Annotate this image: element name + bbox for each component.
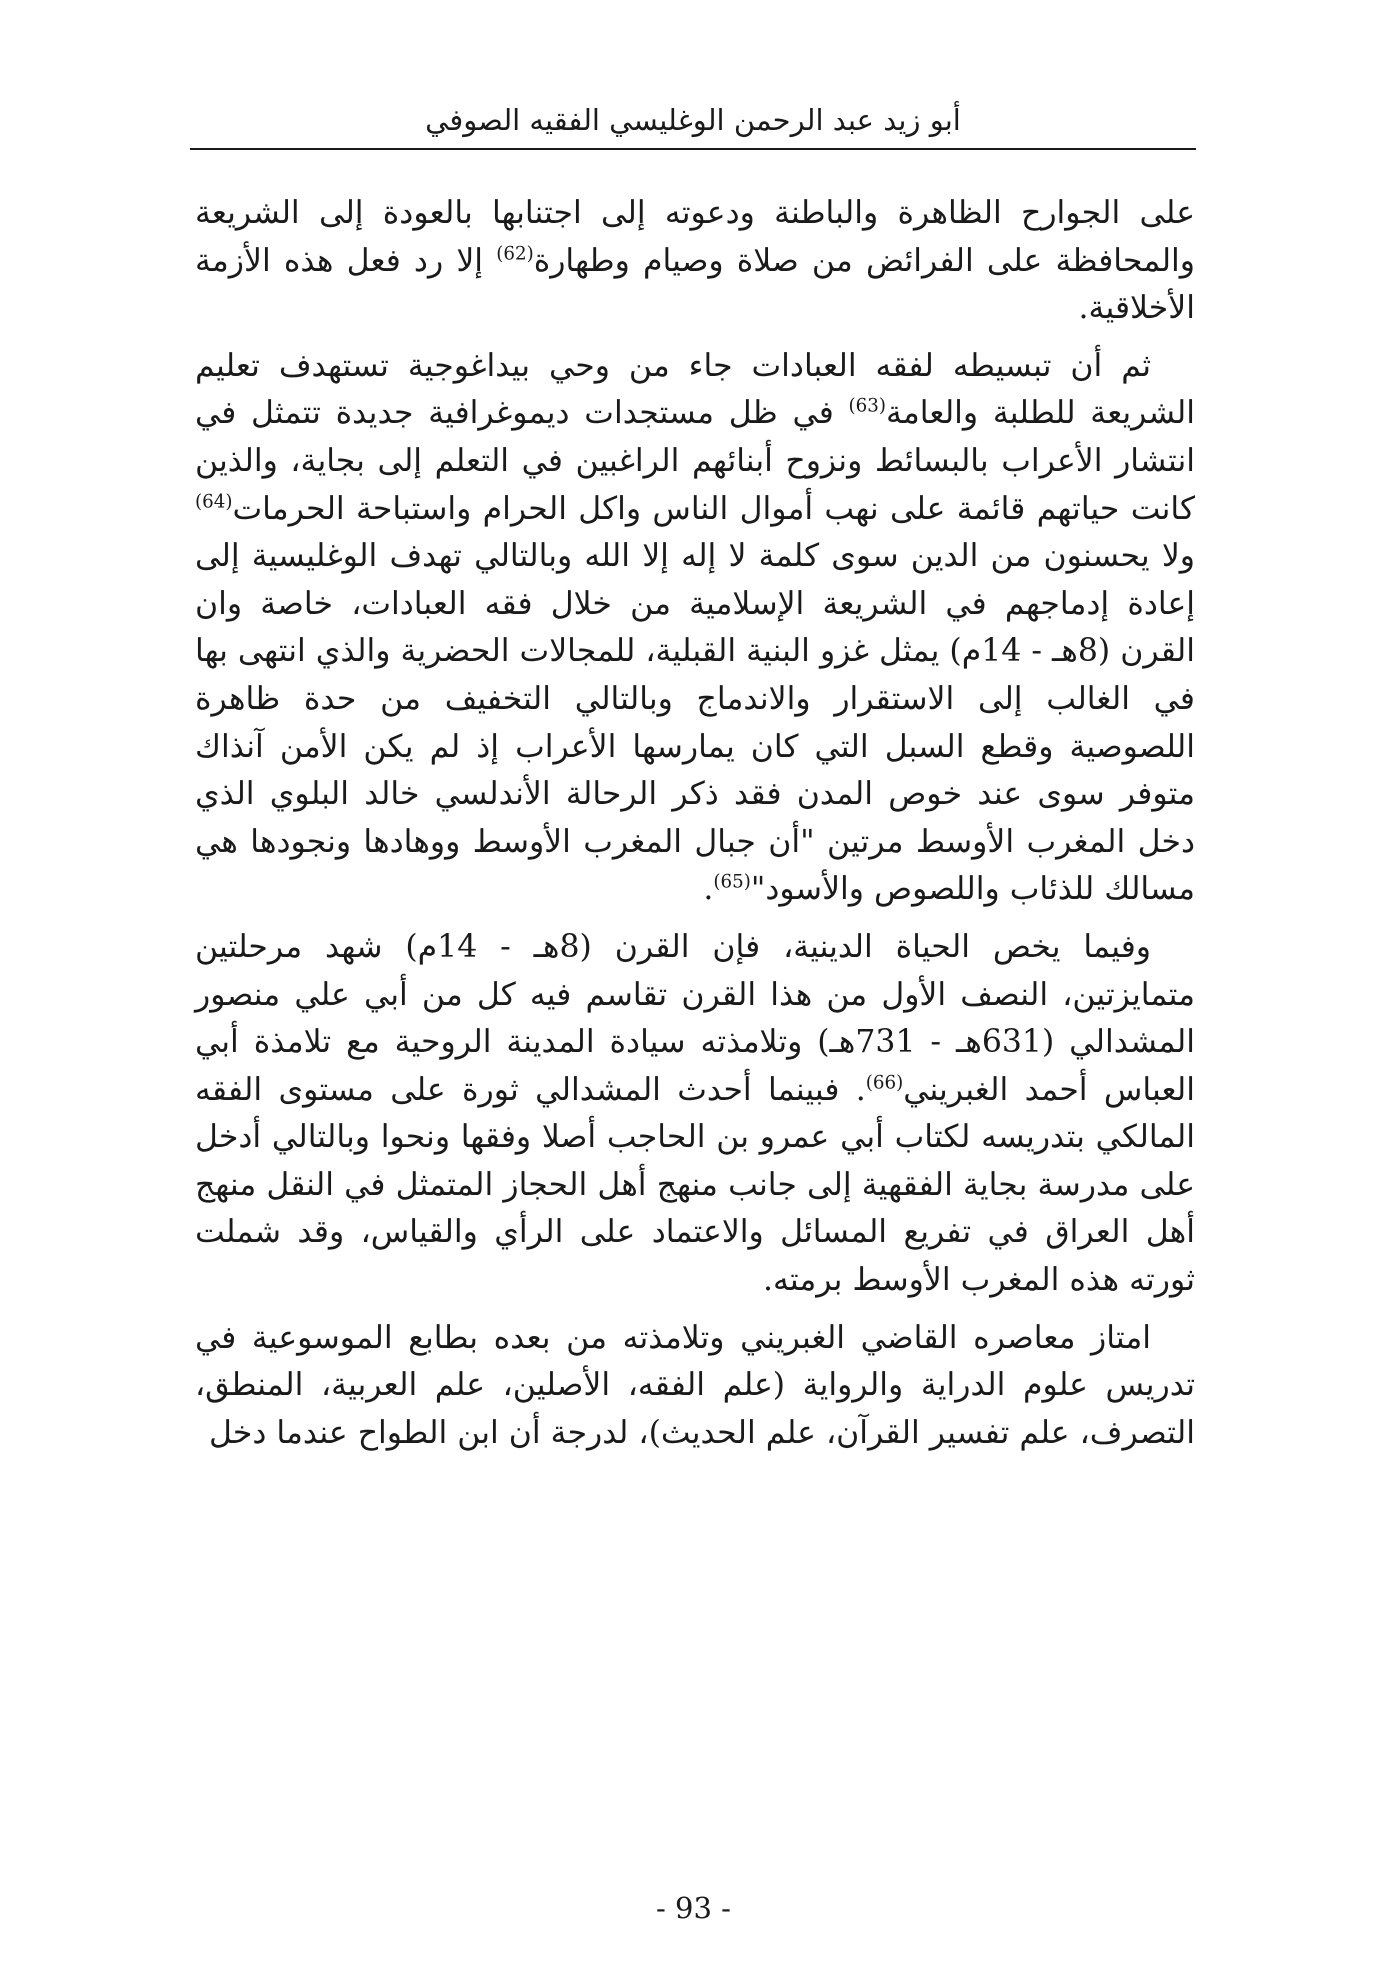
text-segment: على الجوارح الظاهرة والباطنة ودعوته إلى اجتنابها بالعودة إلى الشريعة والمحافظة على الفرائض من صلاة وصيام وطهارة (195, 195, 1196, 279)
text-segment: . فبينما أحدث المشدالي ثورة على مستوى الفقه المالكي بتدريسه لكتاب أبي عمرو بن الحاجب أصلا وفقها ونحوا وبالتالي أدخل على مدرسة بجاية الفقهية إلى جانب منهج أهل الحجاز المتمثل في النقل منهج أهل العراق في تفريع المسائل والاعتماد على الرأي والقياس، وقد شملت ثورته هذه المغرب الأوسط برمته. (195, 1071, 1195, 1299)
footnote-reference: (65) (713, 872, 751, 893)
footnote-reference: (62) (496, 243, 534, 265)
paragraph (195, 190, 1195, 333)
page-number: - 93 - (656, 1891, 731, 1925)
footnote-reference: (63) (848, 396, 887, 418)
text-segment: وفيما يخص الحياة الدينية، فإن القرن (8هـ - 14م) شهد مرحلتين متمايزتين، النصف الأول من هذا القرن تقاسم فيه كل من أبي علي منصور المشدالي (631هـ - 731هـ) وتلامذته سيادة المدينة الروحية مع تلامذة أبي العباس أحمد الغبريني (195, 928, 1195, 1108)
footnote-reference: (64) (195, 491, 233, 513)
text-segment: . (703, 871, 714, 908)
footnote-reference: (66) (865, 1072, 904, 1094)
body-text (195, 190, 1195, 1457)
header-rule (190, 148, 1196, 150)
text-segment: إلا رد فعل هذه الأزمة الأخلاقية. (195, 242, 1195, 327)
text-segment: ولا يحسنون من الدين سوى كلمة لا إله إلا الله وبالتالي تهدف الوغليسية إلى إعادة إدماجهم في الشريعة الإسلامية من خلال فقه العبادات، خاصة وان القرن (8هـ - 14م) يمثل غزو البنية القبلية، للمجالات الحضرية والذي انتهى بها في الغالب إلى الاستقرار والاندماج وبالتالي التخفيف من حدة ظاهرة اللصوصية وقطع السبل التي كان يمارسها الأعراب إذ لم يكن الأمن آنذاك متوفر سوى عند خوص المدن فقد ذكر الرحالة الأندلسي خالد البلوي الذي دخل المغرب الأوسط مرتين "أن جبال المغرب الأوسط ووهادها ونجودها هي مسالك للذئاب واللصوص والأسود" (195, 538, 1195, 908)
paragraph (195, 924, 1195, 1305)
running-header: أبو زيد عبد الرحمن الوغليسي الفقيه الصوفي (425, 103, 961, 137)
text-segment: في ظل مستجدات ديموغرافية جديدة تتمثل في انتشار الأعراب بالبسائط ونزوح أبنائهم الراغبين في التعلم إلى بجاية، والذين كانت حياتهم قائمة على نهب أموال الناس واكل الحرام واستباحة الحرمات (195, 395, 1195, 527)
text-segment: امتاز معاصره القاضي الغبريني وتلامذته من بعده بطابع الموسوعية في تدريس علوم الدراية والرواية (علم الفقه، الأصلين، علم العربية، المنطق، التصرف، علم تفسير القرآن، علم الحديث)، لدرجة أن ابن الطواح عندما دخل (195, 1319, 1195, 1451)
paragraph (195, 1315, 1195, 1458)
paragraph (195, 343, 1195, 914)
text-segment: ثم أن تبسيطه لفقه العبادات جاء من وحي بيداغوجية تستهدف تعليم الشريعة للطلبة والعامة (195, 347, 1195, 432)
